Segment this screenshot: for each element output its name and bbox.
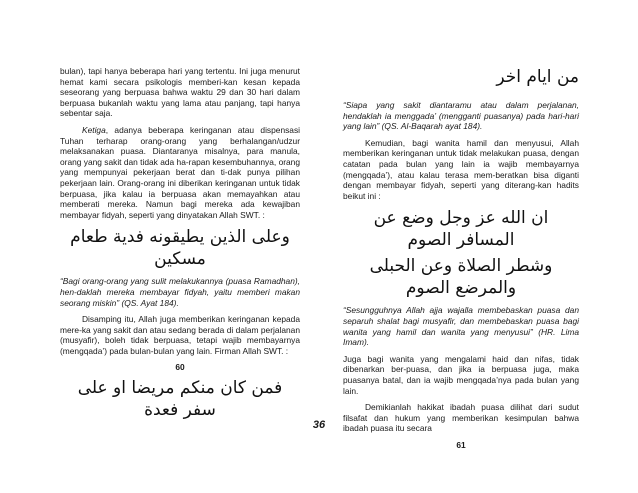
right-paragraph-1: Kemudian, bagi wanita hamil dan menyusui, Allah memberikan keringanan untuk tidak melakukan puasa, dengan catatan pada bulan yang lain ia wajib membayarnya (mengqada’), atau kalau terasa mem-beratkan bisa diganti dengan membayar fidyah, seperti yang diterang-kan hadits beikut ini :	[343, 137, 579, 201]
left-paragraph-2	[60, 125, 300, 220]
left-column	[60, 66, 300, 427]
right-footnote-number: 61	[456, 439, 466, 450]
arabic-hadith-line-1: ان الله عز وجل وضع عن المسافر الصوم	[373, 208, 549, 251]
right-quote-1: “Siapa yang sakit diantaramu atau dalam perjalanan, hendaklah ia menggada’ (mengganti puasanya) pada hari-hari yang lain” (QS. Al-Baqarah ayat 184).	[343, 100, 579, 132]
right-column	[343, 62, 579, 454]
right-paragraph-3: Demikianlah hakikat ibadah puasa dilihat dari sudut filsafat dan hukum yang memberikan kesimpulan bahwa ibadah puasa itu secara	[343, 402, 579, 434]
left-quote-1: “Bagi orang-orang yang sulit melakukannya (puasa Ramadhan), hen-daklah mereka membayar fidyah, yaitu memberi makan seorang miskin” (QS. Ayat 184).	[60, 276, 300, 308]
arabic-verse-fidyah: وعلى الذين يطيقونه فدية طعام مسكين	[70, 227, 290, 270]
arabic-verse-other-days: من ايام اخر	[496, 67, 579, 87]
right-quote-2: “Sesungguhnya Allah ajja wajalla membebaskan puasa dan separuh shalat bagi musyafir, dan membebaskan puasa bagi wanita yang hamil dan wanita yang menyusui” (HR. Lima Imam).	[343, 305, 579, 348]
left-footnote-number: 60	[175, 362, 185, 373]
right-paragraph-2: Juga bagi wanita yang mengalami haid dan nifas, tidak dibenarkan ber-puasa, dan jika ia berpuasa juga, maka puasanya batal, dan ia wajib mengqada’nya pada bulan yang lain.	[343, 353, 579, 396]
arabic-verse-sick-travel: فمن كان منكم مريضا او على سفر فعدة	[77, 378, 283, 421]
left-paragraph-2-text: , adanya beberapa keringanan atau dispensasi Tuhan terharap orang-orang yang berhalangan/udzur melaksanakan puasa. Diantaranya misalnya, para manula, orang yang sakit dan tidak ada ha-rapan kesembuhannya, orang yang mempunyai pekerjaan berat dan ti-dak punya pilihan pekerjaan lain. Orang-orang ini diberikan keringanan untuk tidak berpuasa, jika kalau ia berpuasa akan memayahkan atau memberati mereka. Namun bagi mereka ada kewajiban membayar fidyah, seperti yang dinyatakan Allah SWT. :	[60, 124, 300, 220]
arabic-hadith-line-2: وشطر الصلاة وعن الحبلى والمرضع الصوم	[369, 256, 553, 299]
left-paragraph-1: bulan), tapi hanya beberapa hari yang tertentu. Ini juga menurut hemat kami secara psikologis memberi-kan kesan kepada seseorang yang berpuasa bahwa waktu 29 dan 30 hari dalam berpuasa bukanlah waktu yang lama atau panjang, tapi hanya sebentar saja.	[60, 66, 300, 119]
ketiga-word: Ketiga	[82, 124, 106, 135]
left-paragraph-3: Disamping itu, Allah juga memberikan keringanan kepada mere-ka yang sakit dan atau sedang berada di dalam perjalanan (musyafir), boleh tidak berpuasa, tetapi wajib membayarnya (mengqada’) pada bulan-bulan yang lain. Firman Allah SWT. :	[60, 314, 300, 356]
page-number: 36	[312, 419, 326, 431]
